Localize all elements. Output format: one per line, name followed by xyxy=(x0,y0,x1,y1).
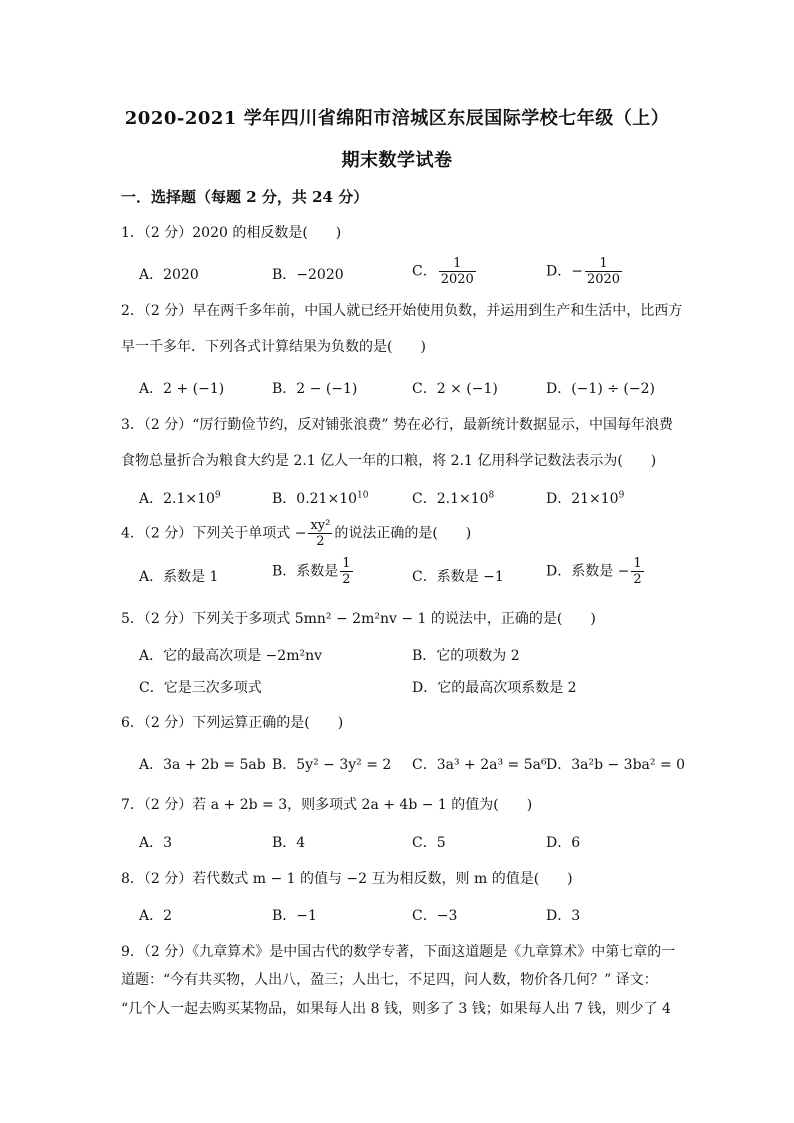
q5-option-a: A．它的最高次项是 −2m²nv xyxy=(139,648,323,664)
question-8-stem: 8．（2 分）若代数式 m − 1 的值与 −2 互为相反数，则 m 的值是( ) xyxy=(121,871,573,887)
q5-option-d: D．它的最高次项系数是 2 xyxy=(412,680,577,696)
q1-option-b: B．−2020 xyxy=(272,267,344,283)
page-subtitle: 期末数学试卷 xyxy=(341,150,453,171)
question-9-stem-line3: “几个人一起去购买某物品，如果每人出 8 钱，则多了 3 钱；如果每人出 7 钱，则少了 4 xyxy=(121,1001,671,1017)
question-7-stem: 7．（2 分）若 a + 2b = 3，则多项式 2a + 4b − 1 的值为( ) xyxy=(121,797,533,813)
q4-option-a: A．系数是 1 xyxy=(139,569,219,585)
q1-option-d: D．− $\frac{1}{2020}$ xyxy=(546,256,621,287)
question-1-stem: 1．（2 分）2020 的相反数是( ) xyxy=(121,225,342,241)
q2-option-c: C．2 × (−1) xyxy=(412,381,498,397)
question-3-stem-line1: 3．（2 分）“厉行勤俭节约，反对铺张浪费” 势在必行，最新统计数据显示，中国每年浪费 xyxy=(121,417,674,433)
section-heading: 一．选择题（每题 2 分，共 24 分） xyxy=(121,188,369,206)
q4-option-d: D．系数是 − $\frac{1}{2}$ xyxy=(546,556,642,587)
q7-option-d: D．6 xyxy=(546,835,581,851)
q8-option-b: B．−1 xyxy=(272,908,317,924)
q6-option-b: B．5y² − 3y² = 2 xyxy=(272,757,392,773)
q4-option-b: B．系数是 $\frac{1}{2}$ xyxy=(272,556,351,587)
fraction: $\frac{1}{2}$ xyxy=(342,556,351,587)
q7-option-c: C．5 xyxy=(412,835,446,851)
q8-option-c: C．−3 xyxy=(412,908,458,924)
question-6-stem: 6．（2 分）下列运算正确的是( ) xyxy=(121,715,344,731)
question-5-stem: 5．（2 分）下列关于多项式 5mn² − 2m²nv − 1 的说法中，正确的是( ) xyxy=(121,611,596,627)
q3-option-c: C．$2.1\times 10^8$ xyxy=(412,490,495,507)
fraction: $\frac{1}{2020}$ xyxy=(440,256,474,287)
q1-option-c: C． $\frac{1}{2020}$ xyxy=(412,256,474,287)
q5-option-c: C．它是三次多项式 xyxy=(139,680,262,696)
q3-option-a: A．$2.1\times 10^9$ xyxy=(139,490,221,507)
q6-option-d: D．3a²b − 3ba² = 0 xyxy=(546,757,686,773)
q3-option-d: D．$21\times 10^9$ xyxy=(546,490,625,507)
q2-option-a: A．2 + (−1) xyxy=(139,381,225,397)
fraction: $\frac{1}{2}$ xyxy=(633,556,642,587)
q3-option-b: B．$0.21\times 10^{10}$ xyxy=(272,490,369,507)
page-title: 2020-2021 学年四川省绵阳市涪城区东辰国际学校七年级（上） xyxy=(124,108,670,129)
q7-option-a: A．3 xyxy=(139,835,173,851)
question-9-stem-line2: 道题：“今有共买物，人出八，盈三；人出七，不足四，问人数，物价各几何？” 译文： xyxy=(121,972,658,988)
q8-option-d: D．3 xyxy=(546,908,581,924)
q1-option-a: A．2020 xyxy=(139,267,199,283)
q6-option-c: C．3a³ + 2a³ = 5a⁶ xyxy=(412,757,547,773)
q2-option-b: B．2 − (−1) xyxy=(272,381,358,397)
fraction: $\frac{1}{2020}$ xyxy=(586,256,621,287)
q2-option-d: D．(−1) ÷ (−2) xyxy=(546,381,655,397)
fraction: $\frac{\text{xy²}}{2}$ xyxy=(310,518,331,549)
question-9-stem-line1: 9．（2 分）《九章算术》是中国古代的数学专著，下面这道题是《九章算术》中第七章的一 xyxy=(121,944,676,960)
question-4-stem: 4．（2 分）下列关于单项式 − $\frac{\text{xy²}}{2}$ 的说法正确的是( ) xyxy=(121,518,472,549)
q6-option-a: A．3a + 2b = 5ab xyxy=(139,757,266,773)
question-2-stem-line1: 2．（2 分）早在两千多年前，中国人就已经开始使用负数，并运用到生产和生活中，比西方 xyxy=(121,303,683,319)
q8-option-a: A．2 xyxy=(139,908,173,924)
q5-option-b: B．它的项数为 2 xyxy=(412,648,520,664)
q4-option-c: C．系数是 −1 xyxy=(412,569,504,585)
q7-option-b: B．4 xyxy=(272,835,306,851)
question-2-stem-line2: 早一千多年．下列各式计算结果为负数的是( ) xyxy=(121,339,426,355)
question-3-stem-line2: 食物总量折合为粮食大约是 2.1 亿人一年的口粮，将 2.1 亿用科学记数法表示为( ) xyxy=(121,453,657,469)
